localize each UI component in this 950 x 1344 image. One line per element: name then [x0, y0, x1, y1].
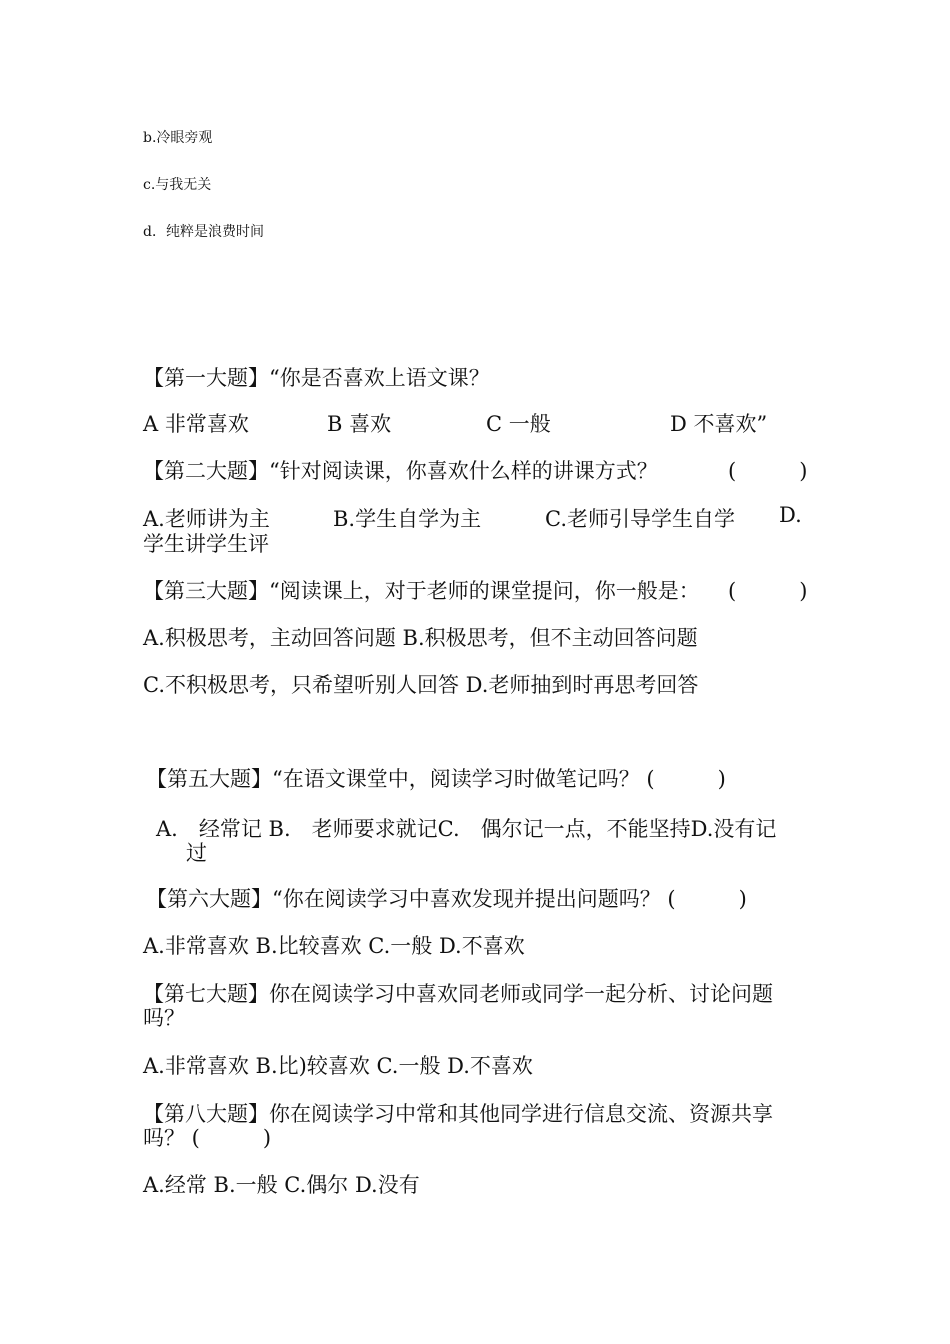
question-3-options-line2: C.不积极思考，只希望听别人回答 D.老师抽到时再思考回答	[143, 673, 699, 697]
question-3-blank: ( )	[728, 579, 808, 603]
option-d-text: d．纯粹是浪费时间	[143, 224, 264, 240]
q1-option-a: A 非常喜欢	[143, 412, 249, 436]
question-8-options: A.经常 B.一般 C.偶尔 D.没有	[143, 1173, 420, 1197]
q1-option-c: C 一般	[486, 412, 551, 436]
question-5-options-line2: 过	[186, 841, 207, 865]
question-8-title-line2: 吗？ ( )	[143, 1126, 272, 1150]
q2-option-b: B.学生自学为主	[333, 507, 482, 531]
q1-option-d: D 不喜欢”	[670, 412, 768, 436]
question-1-title: 【第一大题】“你是否喜欢上语文课？	[143, 366, 490, 390]
option-b-text: b.冷眼旁观	[143, 130, 213, 146]
q2-option-c: C.老师引导学生自学	[545, 507, 735, 531]
question-3-options-line1: A.积极思考，主动回答问题 B.积极思考，但不主动回答问题	[143, 626, 698, 650]
q2-option-d: D.	[779, 503, 802, 527]
q2-option-a: A.老师讲为主	[143, 507, 270, 531]
question-6-title: 【第六大题】“你在阅读学习中喜欢发现并提出问题吗？ ( )	[146, 887, 747, 911]
question-3-title: 【第三大题】“阅读课上，对于老师的课堂提问，你一般是：	[143, 579, 700, 603]
question-2-options-cont: 学生讲学生评	[143, 532, 269, 556]
question-7-title-line2: 吗？	[143, 1006, 185, 1030]
question-5-options-line1: A. 经常记 B. 老师要求就记C. 偶尔记一点，不能坚持D.没有记	[156, 817, 777, 841]
question-7-title-line1: 【第七大题】你在阅读学习中喜欢同老师或同学一起分析、讨论问题	[143, 982, 773, 1006]
question-5-title: 【第五大题】“在语文课堂中，阅读学习时做笔记吗？ ( )	[146, 767, 726, 791]
question-6-options: A.非常喜欢 B.比较喜欢 C.一般 D.不喜欢	[143, 934, 525, 958]
question-8-title-line1: 【第八大题】你在阅读学习中常和其他同学进行信息交流、资源共享	[143, 1102, 773, 1126]
q1-option-b: B 喜欢	[327, 412, 392, 436]
option-c-text: c.与我无关	[143, 177, 212, 193]
question-7-options: A.非常喜欢 B.比)较喜欢 C.一般 D.不喜欢	[143, 1054, 533, 1078]
question-2-title: 【第二大题】“针对阅读课，你喜欢什么样的讲课方式？	[143, 459, 658, 483]
question-2-blank: ( )	[728, 459, 808, 483]
